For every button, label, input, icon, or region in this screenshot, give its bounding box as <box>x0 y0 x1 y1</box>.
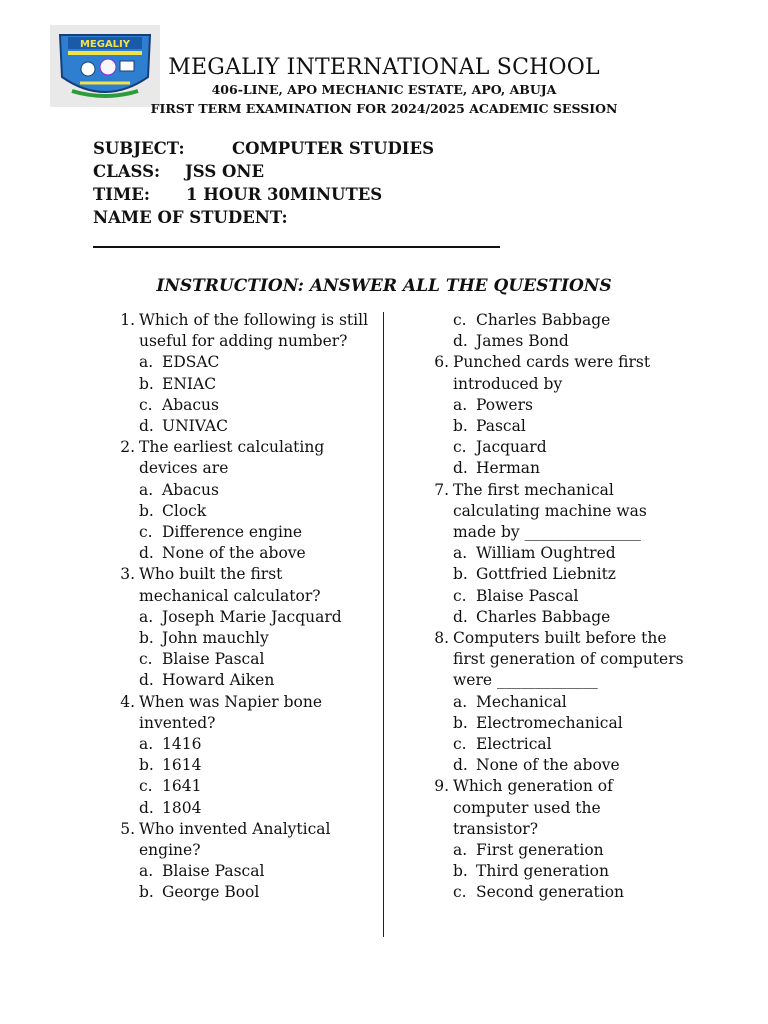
student-name-label: NAME OF STUDENT: <box>93 208 288 227</box>
class-row <box>93 161 264 183</box>
option-text: Pascal <box>476 417 526 436</box>
option-text: Electromechanical <box>476 713 623 732</box>
option-letter: a. <box>453 544 468 563</box>
question-number: 8. <box>434 629 449 648</box>
option-letter: a. <box>453 692 468 711</box>
question-number: 2. <box>120 438 135 457</box>
question <box>427 776 689 903</box>
option <box>453 713 689 734</box>
option-letter: a. <box>139 735 154 754</box>
option-text: 1614 <box>162 756 202 775</box>
subject-value: COMPUTER STUDIES <box>232 139 434 158</box>
option <box>139 798 375 819</box>
question-text: Which generation of computer used the transistor? <box>453 777 613 838</box>
subject-label: SUBJECT: <box>93 139 185 158</box>
option-text: Second generation <box>476 883 625 902</box>
option-letter: b. <box>453 417 468 436</box>
option-letter: b. <box>139 501 154 520</box>
option-letter: d. <box>453 332 468 351</box>
option-text: First generation <box>476 841 604 860</box>
questions-column-left <box>113 310 375 904</box>
question <box>427 480 689 628</box>
option-letter: d. <box>139 798 154 817</box>
option-letter: b. <box>453 565 468 584</box>
question-text: Who built the first mechanical calculator? <box>139 565 321 605</box>
option-text: 1641 <box>162 777 202 796</box>
option-text: Abacus <box>162 395 219 414</box>
option <box>139 670 375 691</box>
option-text: Mechanical <box>476 692 567 711</box>
option <box>139 416 375 437</box>
question <box>427 628 689 776</box>
option <box>453 331 689 352</box>
question-number: 5. <box>120 819 135 838</box>
option-text: Blaise Pascal <box>162 650 265 669</box>
option <box>139 501 375 522</box>
option-letter: c. <box>139 395 153 414</box>
time-row <box>93 184 382 206</box>
option-letter: d. <box>139 671 154 690</box>
option-letter: c. <box>453 883 467 902</box>
question <box>113 564 375 691</box>
option-letter: a. <box>139 607 154 626</box>
option-text: Herman <box>476 459 541 478</box>
question <box>113 819 375 904</box>
option <box>139 628 375 649</box>
option-text: Third generation <box>476 862 609 881</box>
question-number: 4. <box>120 692 135 711</box>
question <box>113 437 375 564</box>
option-letter: d. <box>139 417 154 436</box>
option <box>453 458 689 479</box>
option-letter: b. <box>139 883 154 902</box>
option-letter: c. <box>453 311 467 329</box>
question-text: When was Napier bone invented? <box>139 692 322 732</box>
option-text: Charles Babbage <box>476 311 611 329</box>
option-letter: c. <box>139 777 153 796</box>
subject-row <box>93 138 434 160</box>
option-text: 1416 <box>162 735 202 754</box>
option-letter: a. <box>139 353 154 372</box>
question-text: Punched cards were first introduced by <box>453 353 651 393</box>
option-text: George Bool <box>162 883 260 902</box>
class-value: JSS ONE <box>185 162 265 181</box>
option-letter: b. <box>139 374 154 393</box>
school-name: MEGALIY INTERNATIONAL SCHOOL <box>168 55 600 80</box>
school-address: 406-LINE, APO MECHANIC ESTATE, APO, ABUJA <box>211 82 557 97</box>
option <box>139 480 375 501</box>
option <box>139 776 375 797</box>
option <box>139 352 375 373</box>
option-text: None of the above <box>162 544 306 563</box>
class-label: CLASS: <box>93 162 161 181</box>
option <box>453 543 689 564</box>
option-text: Charles Babbage <box>476 607 611 626</box>
option-text: Difference engine <box>162 523 303 542</box>
option-letter: a. <box>139 862 154 881</box>
question-text: Which of the following is still useful for adding number? <box>139 311 369 351</box>
option-text: Howard Aiken <box>162 671 275 690</box>
option-text: William Oughtred <box>476 544 616 563</box>
option-letter: a. <box>453 395 468 414</box>
option <box>139 755 375 776</box>
option-text: Jacquard <box>476 438 547 457</box>
option-letter: b. <box>453 713 468 732</box>
question-number: 7. <box>434 480 449 499</box>
option <box>139 649 375 670</box>
option <box>453 840 689 861</box>
question-number: 3. <box>120 565 135 584</box>
option <box>453 437 689 458</box>
question-text: The earliest calculating devices are <box>139 438 325 478</box>
option <box>453 416 689 437</box>
question-text: Computers built before the first generation of computers were _____________ <box>453 629 684 690</box>
question-number: 1. <box>120 311 135 329</box>
option-text: Joseph Marie Jacquard <box>162 607 342 626</box>
option-letter: c. <box>139 523 153 542</box>
option <box>139 374 375 395</box>
option-letter: d. <box>139 544 154 563</box>
option-letter: d. <box>453 756 468 775</box>
option <box>139 607 375 628</box>
question-number: 6. <box>434 353 449 372</box>
option <box>453 861 689 882</box>
option-letter: a. <box>139 480 154 499</box>
student-name-row <box>93 207 288 229</box>
option-letter: d. <box>453 459 468 478</box>
option-letter: b. <box>139 629 154 648</box>
option <box>139 543 375 564</box>
option-text: Clock <box>162 501 207 520</box>
option-letter: c. <box>453 586 467 605</box>
option-text: James Bond <box>476 332 569 351</box>
option-letter: c. <box>453 438 467 457</box>
option <box>453 755 689 776</box>
option-letter: b. <box>139 756 154 775</box>
option-text: Blaise Pascal <box>476 586 579 605</box>
column-divider <box>383 312 384 937</box>
option-text: 1804 <box>162 798 202 817</box>
question <box>427 352 689 479</box>
option <box>453 734 689 755</box>
option-letter: b. <box>453 862 468 881</box>
option <box>453 607 689 628</box>
option <box>139 882 375 903</box>
option-text: None of the above <box>476 756 620 775</box>
option-letter: c. <box>453 735 467 754</box>
question <box>113 692 375 819</box>
option <box>453 564 689 585</box>
option <box>139 861 375 882</box>
option <box>453 395 689 416</box>
option-text: Electrical <box>476 735 552 754</box>
option <box>139 734 375 755</box>
option-letter: d. <box>453 607 468 626</box>
option <box>139 522 375 543</box>
time-label: TIME: <box>93 185 150 204</box>
logo-text: MEGALIY <box>79 39 131 50</box>
question-text: The first mechanical calculating machine was made by _______________ <box>453 480 647 542</box>
option <box>139 395 375 416</box>
option-letter: a. <box>453 841 468 860</box>
option-text: EDSAC <box>162 353 220 372</box>
option <box>453 310 689 331</box>
student-name-line <box>93 246 500 248</box>
instruction: INSTRUCTION: ANSWER ALL THE QUESTIONS <box>156 276 612 296</box>
option-text: Abacus <box>162 480 219 499</box>
option-text: John mauchly <box>162 629 269 648</box>
option-letter: c. <box>139 650 153 669</box>
option-text: ENIAC <box>162 374 217 393</box>
time-value: 1 HOUR 30MINUTES <box>186 185 383 204</box>
option <box>453 882 689 903</box>
option-text: Powers <box>476 395 533 414</box>
question <box>113 310 375 437</box>
option <box>453 692 689 713</box>
questions-column-right <box>427 310 689 904</box>
question-text: Who invented Analytical engine? <box>139 819 331 860</box>
question-continued <box>427 310 689 352</box>
question-number: 9. <box>434 777 449 796</box>
option-text: Blaise Pascal <box>162 862 265 881</box>
exam-title: FIRST TERM EXAMINATION FOR 2024/2025 ACADEMIC SESSION <box>150 101 618 116</box>
option-text: UNIVAC <box>162 417 228 436</box>
option <box>453 586 689 607</box>
option-text: Gottfried Liebnitz <box>476 565 616 584</box>
